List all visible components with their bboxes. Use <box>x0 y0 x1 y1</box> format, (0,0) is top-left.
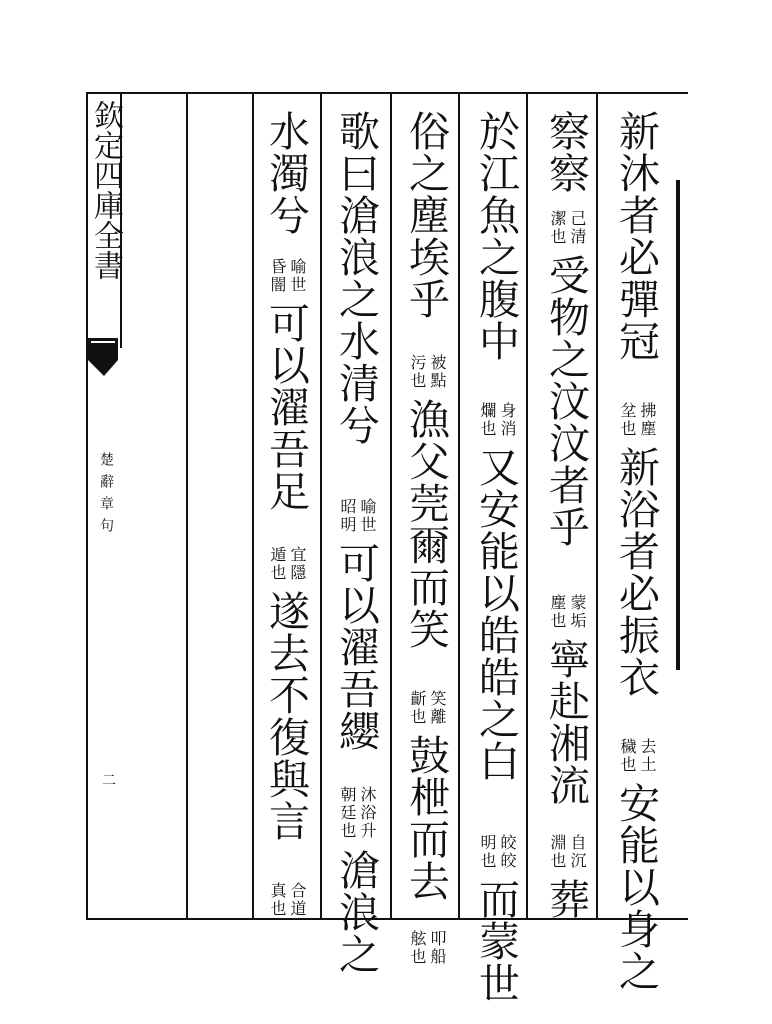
main-text: 鼓枻而去 <box>402 734 450 902</box>
annotation-line: 污也 <box>408 354 427 390</box>
main-text: 寧赴湘流 <box>542 638 590 806</box>
annotation-line: 拂塵 <box>638 402 657 438</box>
book-title: 欽定四庫全書 <box>88 100 123 280</box>
annotation-line: 朝廷也 <box>338 786 357 840</box>
annotation-line: 昭明 <box>338 498 357 534</box>
main-text: 受物之汶汶者乎 <box>542 254 590 548</box>
annotation-line: 宜隱 <box>288 546 307 582</box>
annotation-line: 喻世 <box>288 258 307 294</box>
annotation-line: 蒙垢 <box>568 594 587 630</box>
main-text: 新浴者必振衣 <box>612 446 660 698</box>
annotation-line: 塵也 <box>548 594 567 630</box>
annotation-line: 真也 <box>268 882 287 918</box>
annotation-line: 笑離 <box>428 690 447 726</box>
main-text: 而蒙世 <box>472 878 520 1004</box>
annotation-line: 沐浴升 <box>358 786 377 840</box>
annotation-line: 己清 <box>568 210 587 246</box>
annotation-line: 穢也 <box>618 738 637 774</box>
annotation-line: 昏闇 <box>268 258 287 294</box>
main-text: 於江魚之腹中 <box>472 110 520 362</box>
annotation-line: 去土 <box>638 738 657 774</box>
annotation-line: 喻世 <box>358 498 377 534</box>
column-rule-6 <box>596 92 598 918</box>
annotation-line: 遁也 <box>268 546 287 582</box>
annotation-line: 淵也 <box>548 834 567 870</box>
annotation-line: 爛也 <box>478 402 497 438</box>
annotation-line: 身消 <box>498 402 517 438</box>
column-rule-5 <box>526 92 528 918</box>
main-text: 葬 <box>542 878 590 920</box>
annotation-line: 合道 <box>288 882 307 918</box>
main-text: 安能以身之 <box>612 782 660 992</box>
main-text: 又安能以皓皓之白 <box>472 446 520 782</box>
sidebar-divider <box>186 92 188 918</box>
annotation-line: 叩船 <box>428 930 447 966</box>
annotation-line: 被點 <box>428 354 447 390</box>
annotation-line: 自沉 <box>568 834 587 870</box>
main-text: 漁父莞爾而笑 <box>402 398 450 650</box>
column-rule-3 <box>390 92 392 918</box>
main-text: 滄浪之 <box>332 849 380 975</box>
main-text: 可以濯吾纓 <box>332 542 380 752</box>
annotation-line: 舷也 <box>408 930 427 966</box>
main-text: 俗之塵埃乎 <box>402 110 450 320</box>
fishtail-mark <box>88 338 122 378</box>
frame-bottom-line <box>88 918 688 920</box>
annotation-line: 皎皎 <box>498 834 517 870</box>
annotation-line: 齗也 <box>408 690 427 726</box>
main-text: 水濁兮 <box>262 110 310 236</box>
main-text: 遂去不復與言 <box>262 590 310 842</box>
annotation-line: 明也 <box>478 834 497 870</box>
frame-top-line <box>88 92 688 94</box>
frame-right-line <box>676 180 680 670</box>
page-number: 二 <box>102 773 116 789</box>
annotation-line: 潔也 <box>548 210 567 246</box>
main-text: 新沐者必彈冠 <box>612 110 660 362</box>
chapter-caption: 楚辭章句 <box>98 452 114 540</box>
column-rule-1 <box>252 92 254 918</box>
main-text: 可以濯吾足 <box>262 302 310 512</box>
main-text: 歌曰滄浪之水清兮 <box>332 110 380 446</box>
column-rule-2 <box>320 92 322 918</box>
column-rule-4 <box>458 92 460 918</box>
main-text: 察察 <box>542 110 590 194</box>
annotation-line: 坌也 <box>618 402 637 438</box>
